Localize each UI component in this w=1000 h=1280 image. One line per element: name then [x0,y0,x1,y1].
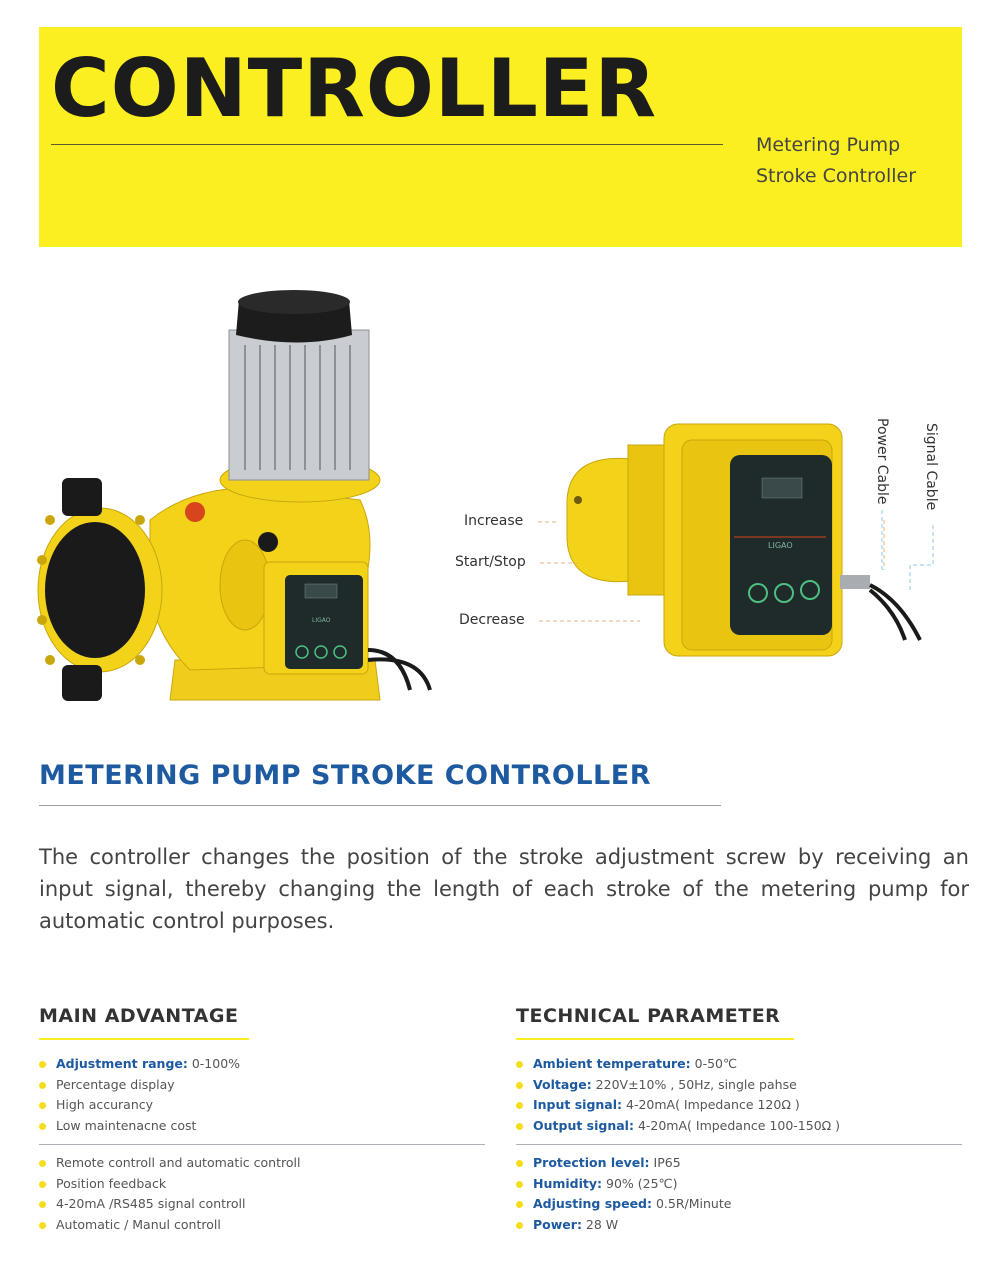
item-value: 4-20mA( Impedance 100-150Ω ) [633,1117,841,1133]
section-title: METERING PUMP STROKE CONTROLLER [39,760,651,791]
item-value: Remote controll and automatic controll [56,1155,301,1170]
technical-list-2 [514,1153,731,1235]
list-item [514,1095,840,1116]
list-item [37,1075,240,1096]
label-power-cable: Power Cable [874,418,890,505]
technical-title: TECHNICAL PARAMETER [516,1005,781,1027]
item-value: 0.5R/Minute [652,1196,732,1211]
list-item [514,1174,731,1195]
item-value: Low maintenacne cost [56,1117,197,1133]
item-key: Humidity: [533,1175,603,1191]
product-illustration [0,290,1000,730]
bullet-icon [516,1160,523,1167]
bullet-icon [516,1082,523,1089]
list-item [37,1174,300,1195]
advantage-title-underline [39,1038,249,1040]
header-banner [39,27,962,247]
list-item [514,1054,840,1075]
item-value: High accurancy [56,1097,154,1112]
list-item [37,1116,240,1137]
section-divider [39,805,721,806]
bullet-icon [516,1123,523,1130]
advantage-group-divider [39,1144,485,1145]
item-key: Voltage: [533,1076,592,1092]
bullet-icon [39,1082,46,1089]
list-item [514,1075,840,1096]
item-key: Adjusting speed: [533,1196,652,1211]
label-start-stop: Start/Stop [455,554,526,570]
banner-subtitle [756,130,916,192]
banner-divider [51,144,723,145]
item-value: IP65 [649,1155,681,1170]
item-value: 28 W [581,1216,619,1232]
list-item [514,1153,731,1174]
bullet-icon [39,1102,46,1109]
bullet-icon [39,1222,46,1229]
item-value: 220V±10% , 50Hz, single pahse [591,1076,797,1092]
bullet-icon [39,1061,46,1068]
advantage-list-1 [37,1054,240,1136]
item-key: Power: [533,1216,582,1232]
technical-group-divider [516,1144,962,1145]
item-value: 0-100% [187,1056,241,1071]
bullet-icon [39,1201,46,1208]
label-increase: Increase [464,513,524,529]
item-value: 4-20mA( Impedance 120Ω ) [622,1097,800,1112]
brand-label-large: LIGAO [768,541,793,550]
list-item [514,1215,731,1236]
item-value: 0-50℃ [690,1056,738,1071]
item-key: Output signal: [533,1117,634,1133]
bullet-icon [39,1181,46,1188]
item-key: Protection level: [533,1155,650,1170]
list-item [37,1153,300,1174]
list-item [514,1194,731,1215]
bullet-icon [39,1160,46,1167]
section-description: The controller changes the position of the stroke adjustment screw by receiving an input signal, thereby changing the length of each stroke of the metering pump for automatic control purposes. [39,845,969,933]
list-item [37,1215,300,1236]
list-item [37,1194,300,1215]
banner-subtitle-line1: Metering Pump [756,134,901,156]
item-value: Position feedback [56,1175,167,1191]
item-key: Adjustment range: [56,1056,188,1071]
label-decrease: Decrease [459,612,525,628]
bullet-icon [516,1181,523,1188]
item-key: Ambient temperature: [533,1056,691,1071]
bullet-icon [516,1222,523,1229]
item-key: Input signal: [533,1097,623,1112]
label-signal-cable: Signal Cable [923,423,939,511]
item-value: 4-20mA /RS485 signal controll [56,1196,246,1211]
item-value: Percentage display [56,1076,175,1092]
bullet-icon [39,1123,46,1130]
item-value: Automatic / Manul controll [56,1216,221,1232]
brand-label-small: LIGAO [312,617,331,624]
item-value: 90% (25℃) [602,1175,678,1191]
bullet-icon [516,1201,523,1208]
banner-title: CONTROLLER [51,42,658,135]
list-item [37,1095,240,1116]
technical-title-underline [516,1038,794,1040]
banner-subtitle-line2: Stroke Controller [756,165,917,187]
list-item [37,1054,240,1075]
technical-list-1 [514,1054,840,1136]
advantage-title: MAIN ADVANTAGE [39,1005,239,1027]
advantage-list-2 [37,1153,300,1235]
metering-pump-image [37,290,430,701]
list-item [514,1116,840,1137]
bullet-icon [516,1061,523,1068]
bullet-icon [516,1102,523,1109]
